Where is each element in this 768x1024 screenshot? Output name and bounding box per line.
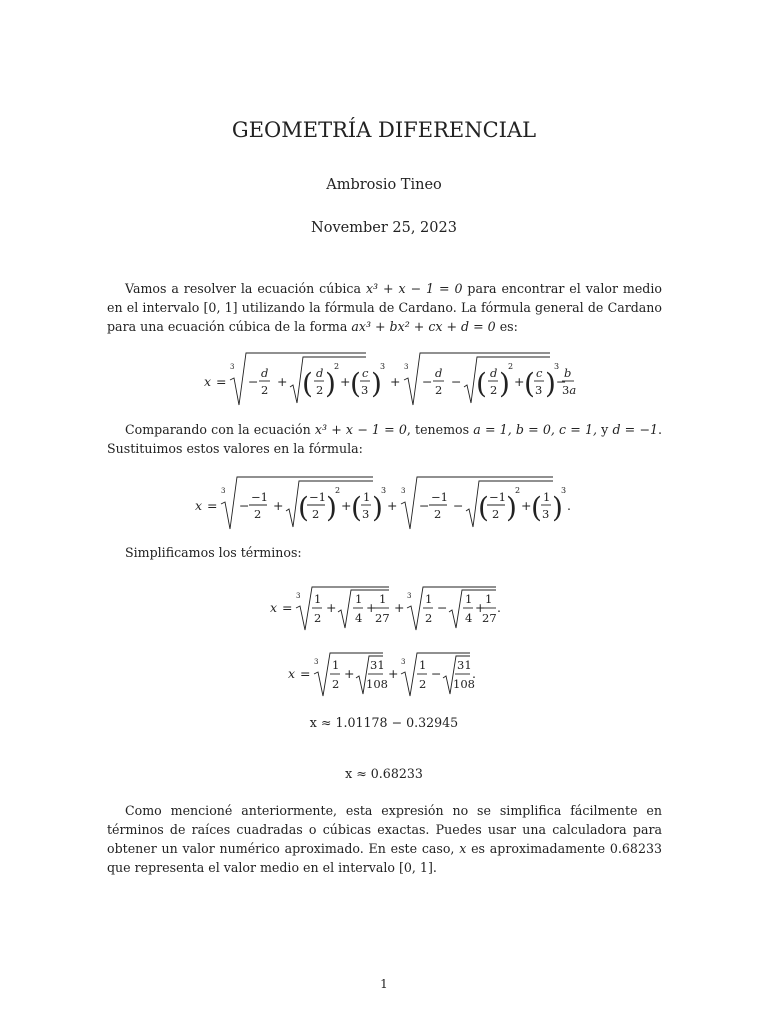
inline-math: x (459, 841, 467, 856)
svg-text:.: . (567, 498, 571, 513)
svg-text:2: 2 (492, 507, 500, 521)
svg-text:−: − (248, 374, 259, 389)
svg-text:x: x (204, 374, 212, 389)
inline-math: x³ + x − 1 = 0 (314, 422, 407, 437)
paragraph-text: , tenemos (406, 422, 474, 437)
svg-text:2: 2 (261, 383, 269, 397)
svg-text:1: 1 (465, 592, 473, 606)
paragraph-text: y (596, 422, 613, 437)
svg-text:d: d (261, 366, 269, 380)
svg-text:2: 2 (508, 362, 514, 371)
svg-text:2: 2 (332, 677, 340, 691)
svg-text:1: 1 (379, 592, 387, 606)
paragraph-text: . Sustituimos estos valores en la fórmula: (107, 422, 662, 456)
svg-text:1: 1 (355, 592, 363, 606)
svg-text:−1: −1 (309, 490, 326, 504)
svg-text:+: + (366, 600, 377, 615)
svg-text:−1: −1 (431, 490, 448, 504)
svg-text:+: + (341, 498, 352, 513)
svg-text:3: 3 (401, 658, 406, 666)
document-title: GEOMETRÍA DIFERENCIAL (231, 118, 537, 142)
svg-text:3: 3 (561, 486, 567, 495)
svg-text:(: ( (302, 367, 313, 400)
svg-text:−: − (419, 498, 430, 513)
inline-math: x³ + x − 1 = 0 (365, 281, 463, 296)
svg-text:(: ( (478, 491, 489, 524)
svg-text:3: 3 (535, 383, 543, 397)
svg-text:108: 108 (453, 677, 475, 691)
inline-math: d = −1 (612, 422, 658, 437)
paragraph-conclusion (107, 801, 662, 877)
svg-text:+: + (514, 374, 525, 389)
page-number: 1 (380, 977, 388, 991)
svg-text:3: 3 (381, 486, 387, 495)
svg-text:): ) (372, 491, 383, 524)
svg-text:3: 3 (401, 487, 406, 495)
svg-text:+: + (344, 666, 355, 681)
svg-text:2: 2 (335, 486, 341, 495)
svg-text:1: 1 (314, 592, 322, 606)
svg-text:−: − (453, 498, 464, 513)
document-author: Ambrosio Tineo (326, 177, 442, 193)
svg-text:c: c (362, 366, 369, 380)
svg-text:2: 2 (316, 383, 324, 397)
svg-text:+: + (340, 374, 351, 389)
svg-text:−: − (437, 600, 448, 615)
svg-text:.: . (497, 600, 501, 615)
svg-text:2: 2 (425, 611, 433, 625)
svg-text:): ) (552, 491, 563, 524)
svg-text:x: x (270, 600, 278, 615)
svg-text:4: 4 (465, 611, 473, 625)
svg-text:+: + (387, 498, 398, 513)
svg-text:1: 1 (485, 592, 493, 606)
svg-text:+: + (326, 600, 337, 615)
svg-text:27: 27 (375, 611, 390, 625)
svg-text:3: 3 (314, 658, 319, 666)
svg-text:2: 2 (334, 362, 340, 371)
svg-text:−: − (556, 374, 567, 389)
svg-text:): ) (326, 491, 337, 524)
svg-text:+: + (475, 600, 486, 615)
svg-text:2: 2 (254, 507, 262, 521)
equation-simplified-2 (0, 650, 768, 700)
paragraph-text: Comparando con la ecuación (125, 422, 315, 437)
svg-text:): ) (371, 367, 382, 400)
inline-math: ax³ + bx² + cx + d = 0 (351, 319, 496, 334)
svg-text:−: − (422, 374, 433, 389)
svg-text:3: 3 (380, 362, 386, 371)
paragraph-text: es aproximadamente 0.68233 que representa el valor medio en el intervalo [0, 1]. (107, 841, 662, 875)
svg-text:3a: 3a (562, 383, 577, 397)
svg-text:3: 3 (407, 592, 412, 600)
svg-text:1: 1 (543, 490, 551, 504)
svg-text:1: 1 (419, 658, 427, 672)
svg-text:+: + (273, 498, 284, 513)
svg-text:+: + (394, 600, 405, 615)
svg-text:(: ( (476, 367, 487, 400)
svg-text:4: 4 (355, 611, 363, 625)
svg-text:): ) (506, 491, 517, 524)
svg-text:3: 3 (542, 507, 550, 521)
svg-text:1: 1 (363, 490, 371, 504)
svg-text:1: 1 (332, 658, 340, 672)
equation-approx-result: x ≈ 0.68233 (345, 766, 423, 781)
svg-text:3: 3 (230, 363, 235, 371)
svg-text:−: − (239, 498, 250, 513)
svg-text:2: 2 (314, 611, 322, 625)
equation-simplified-1 (0, 584, 768, 634)
svg-text:): ) (499, 367, 510, 400)
svg-text:2: 2 (434, 507, 442, 521)
svg-text:+: + (277, 374, 288, 389)
document-date: November 25, 2023 (311, 220, 457, 236)
svg-text:31: 31 (370, 658, 385, 672)
svg-text:x: x (288, 666, 296, 681)
svg-text:3: 3 (361, 383, 369, 397)
svg-text:c: c (536, 366, 543, 380)
svg-text:+: + (390, 374, 401, 389)
paragraph-simplify: Simplificamos los términos: (125, 545, 302, 560)
svg-text:d: d (490, 366, 498, 380)
svg-text:(: ( (531, 491, 542, 524)
svg-text:108: 108 (366, 677, 388, 691)
svg-text:3: 3 (221, 487, 226, 495)
svg-text:d: d (435, 366, 443, 380)
svg-text:x: x (195, 498, 203, 513)
svg-text:3: 3 (296, 592, 301, 600)
svg-text:b: b (564, 366, 572, 380)
svg-text:=: = (216, 374, 227, 389)
svg-text:3: 3 (554, 362, 560, 371)
paragraph-text: Vamos a resolver la ecuación cúbica (125, 281, 366, 296)
svg-text:(: ( (350, 367, 361, 400)
paragraph-intro (107, 279, 662, 336)
svg-text:−: − (451, 374, 462, 389)
svg-text:): ) (545, 367, 556, 400)
equation-cardano-substituted (0, 473, 768, 539)
equation-approx-difference: x ≈ 1.01178 − 0.32945 (309, 715, 459, 730)
svg-text:(: ( (351, 491, 362, 524)
paragraph-text: para encontrar el valor medio en el intervalo [0, 1] utilizando la fórmula de Cardano. La fórmula general de Cardano para una ecuación cúbica de la forma (107, 281, 662, 334)
svg-text:1: 1 (425, 592, 433, 606)
svg-text:): ) (325, 367, 336, 400)
svg-text:27: 27 (482, 611, 497, 625)
paragraph-comparison (107, 420, 662, 458)
svg-text:3: 3 (404, 363, 409, 371)
svg-text:31: 31 (457, 658, 472, 672)
svg-text:2: 2 (312, 507, 320, 521)
svg-text:−1: −1 (489, 490, 506, 504)
paragraph-text: es: (495, 319, 518, 334)
svg-text:3: 3 (362, 507, 370, 521)
svg-text:(: ( (298, 491, 309, 524)
svg-text:.: . (472, 666, 476, 681)
svg-text:−: − (431, 666, 442, 681)
svg-text:(: ( (524, 367, 535, 400)
svg-text:2: 2 (490, 383, 498, 397)
equation-cardano-general (0, 347, 768, 417)
svg-text:=: = (282, 600, 293, 615)
svg-text:=: = (300, 666, 311, 681)
inline-math: a = 1, b = 0, c = 1, (473, 422, 597, 437)
svg-text:+: + (388, 666, 399, 681)
svg-text:+: + (521, 498, 532, 513)
svg-text:2: 2 (435, 383, 443, 397)
paragraph-text: Como mencioné anteriormente, esta expresión no se simplifica fácilmente en términos de raíces cuadradas o cúbicas exactas. Puedes usar una calculadora para obtener un valor numérico aproximado. En este caso, (107, 803, 662, 856)
svg-text:=: = (207, 498, 218, 513)
svg-text:d: d (316, 366, 324, 380)
svg-text:2: 2 (515, 486, 521, 495)
svg-text:2: 2 (419, 677, 427, 691)
svg-text:−1: −1 (251, 490, 268, 504)
